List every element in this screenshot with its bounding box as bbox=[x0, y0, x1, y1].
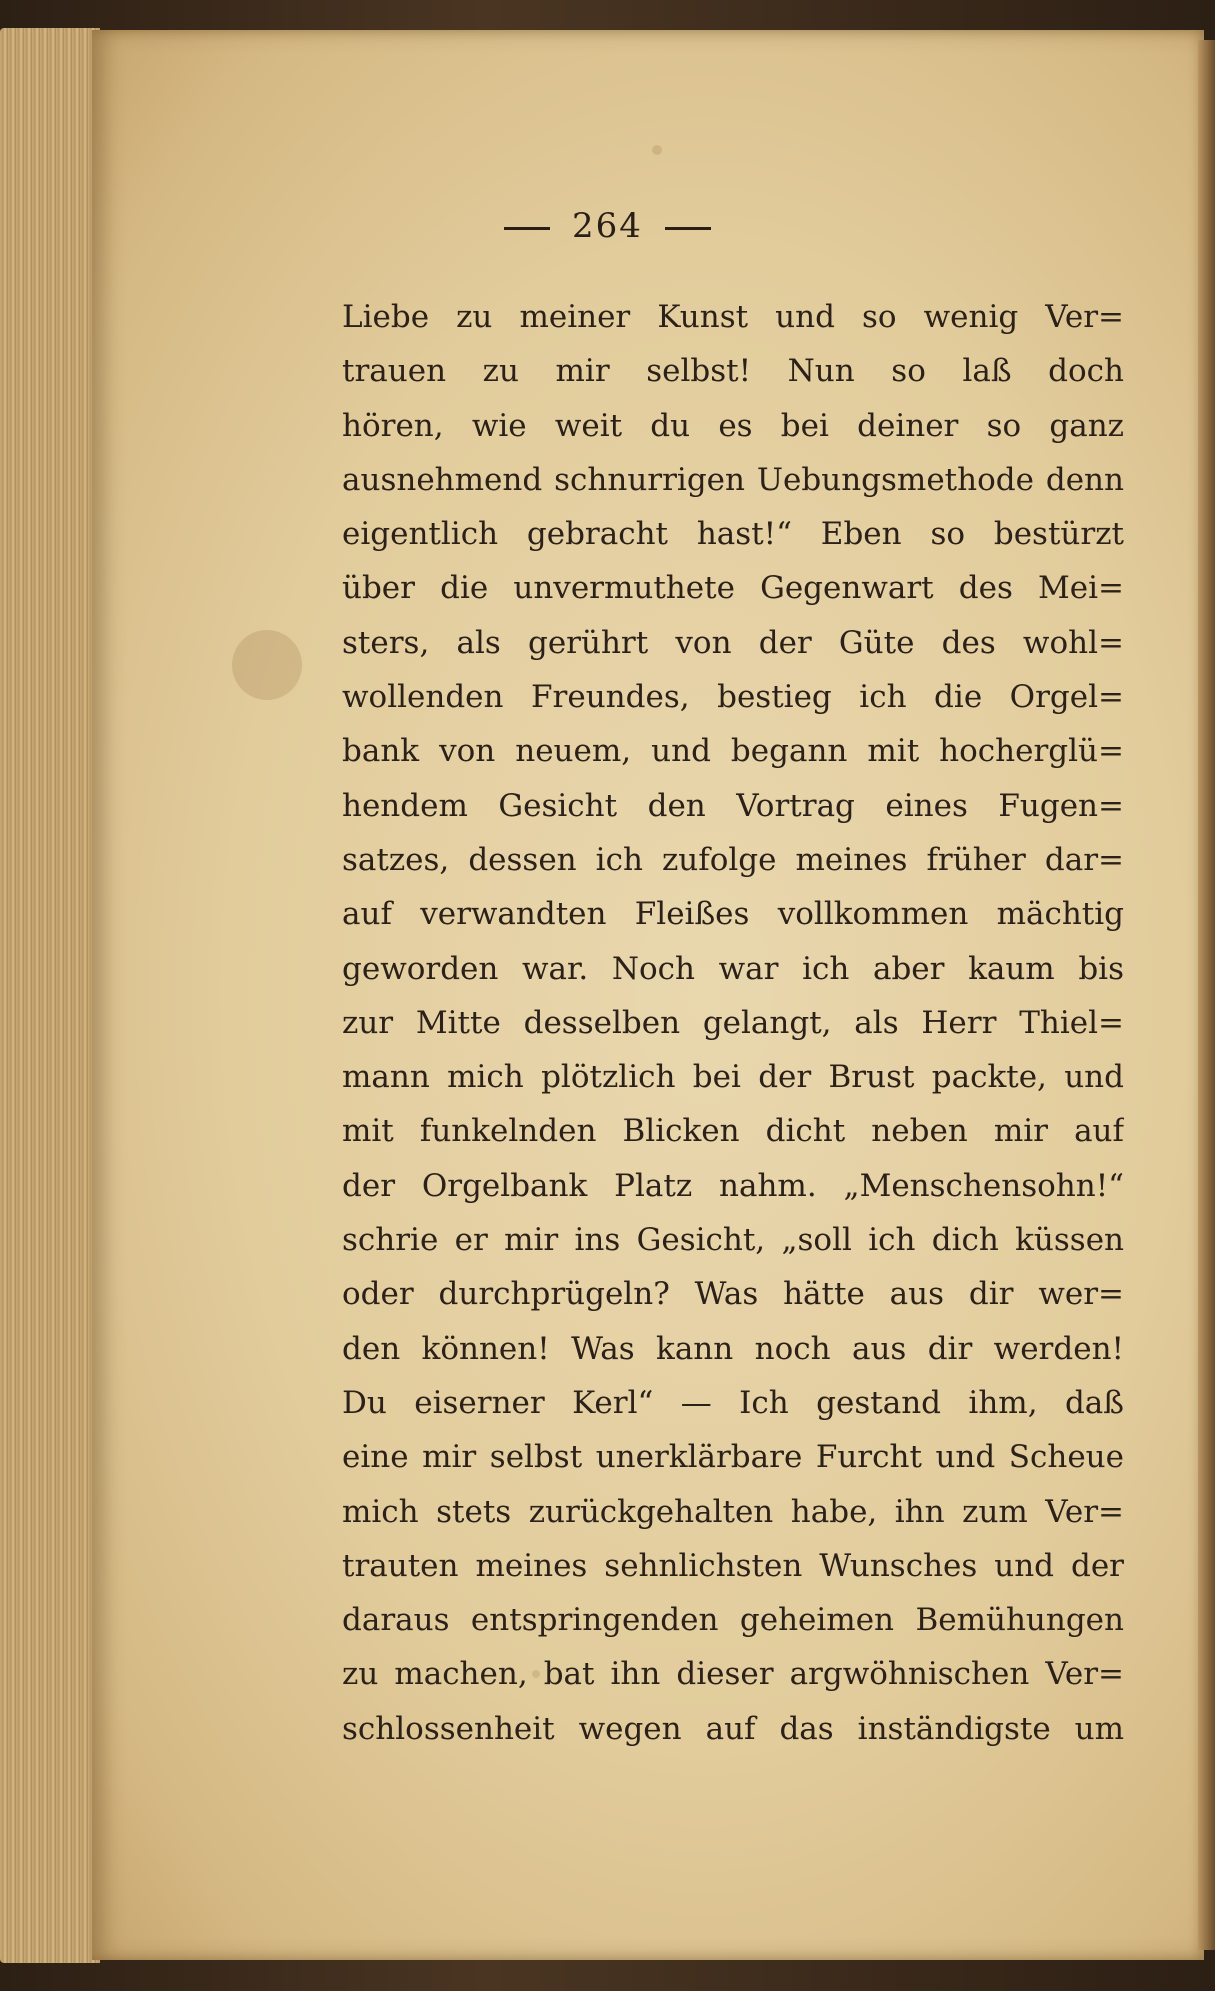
text-line: hendem Gesicht den Vortrag eines Fugen= bbox=[342, 787, 1124, 824]
page-number-value: 264 bbox=[572, 206, 643, 246]
text-line: zur Mitte desselben gelangt, als Herr Thiel= bbox=[342, 1004, 1124, 1041]
text-line: Du eiserner Kerl“ — Ich gestand ihm, daß bbox=[342, 1384, 1124, 1421]
text-line: oder durchprügeln? Was hätte aus dir wer= bbox=[342, 1276, 1124, 1313]
body-text bbox=[342, 290, 1124, 1756]
text-line: auf verwandten Fleißes vollkommen mächtig bbox=[342, 896, 1124, 933]
text-line: geworden war. Noch war ich aber kaum bis bbox=[342, 950, 1124, 987]
paper-spot bbox=[652, 145, 662, 155]
paper-stain bbox=[232, 630, 302, 700]
text-line: zu machen, bat ihn dieser argwöhnischen Ver= bbox=[342, 1656, 1124, 1693]
text-line: sters, als gerührt von der Güte des wohl= bbox=[342, 624, 1124, 661]
text-line: daraus entspringenden geheimen Bemühungen bbox=[342, 1602, 1124, 1639]
text-line: bank von neuem, und begann mit hocherglü= bbox=[342, 733, 1124, 770]
text-line: eine mir selbst unerklärbare Furcht und Scheue bbox=[342, 1439, 1124, 1476]
text-line: satzes, dessen ich zufolge meines früher dar= bbox=[342, 841, 1124, 878]
text-line: Liebe zu meiner Kunst und so wenig Ver= bbox=[342, 299, 1124, 335]
text-line: mann mich plötzlich bei der Brust packte, und bbox=[342, 1059, 1124, 1096]
text-line: mit funkelnden Blicken dicht neben mir auf bbox=[342, 1113, 1124, 1150]
page-edge-right bbox=[1198, 40, 1215, 1950]
page-edges-left bbox=[0, 28, 100, 1963]
dash-left bbox=[504, 227, 550, 230]
dash-right bbox=[665, 227, 711, 230]
text-line: über die unvermuthete Gegenwart des Mei= bbox=[342, 570, 1124, 607]
text-line: ausnehmend schnurrigen Uebungsmethode denn bbox=[342, 461, 1124, 498]
text-line: schrie er mir ins Gesicht, „soll ich dich küssen bbox=[342, 1222, 1124, 1259]
page-number bbox=[0, 206, 1215, 246]
text-line: trauten meines sehnlichsten Wunsches und der bbox=[342, 1547, 1124, 1584]
text-line: schlossenheit wegen auf das inständigste um bbox=[342, 1710, 1124, 1747]
text-line: eigentlich gebracht hast!“ Eben so bestürzt bbox=[342, 516, 1124, 553]
text-line: mich stets zurückgehalten habe, ihn zum Ver= bbox=[342, 1493, 1124, 1530]
text-line: trauen zu mir selbst! Nun so laß doch bbox=[342, 353, 1124, 390]
text-line: hören, wie weit du es bei deiner so ganz bbox=[342, 407, 1124, 444]
text-line: wollenden Freundes, bestieg ich die Orgel= bbox=[342, 679, 1124, 716]
text-line: der Orgelbank Platz nahm. „Menschensohn!“ bbox=[342, 1167, 1124, 1204]
text-line: den können! Was kann noch aus dir werden! bbox=[342, 1330, 1124, 1367]
